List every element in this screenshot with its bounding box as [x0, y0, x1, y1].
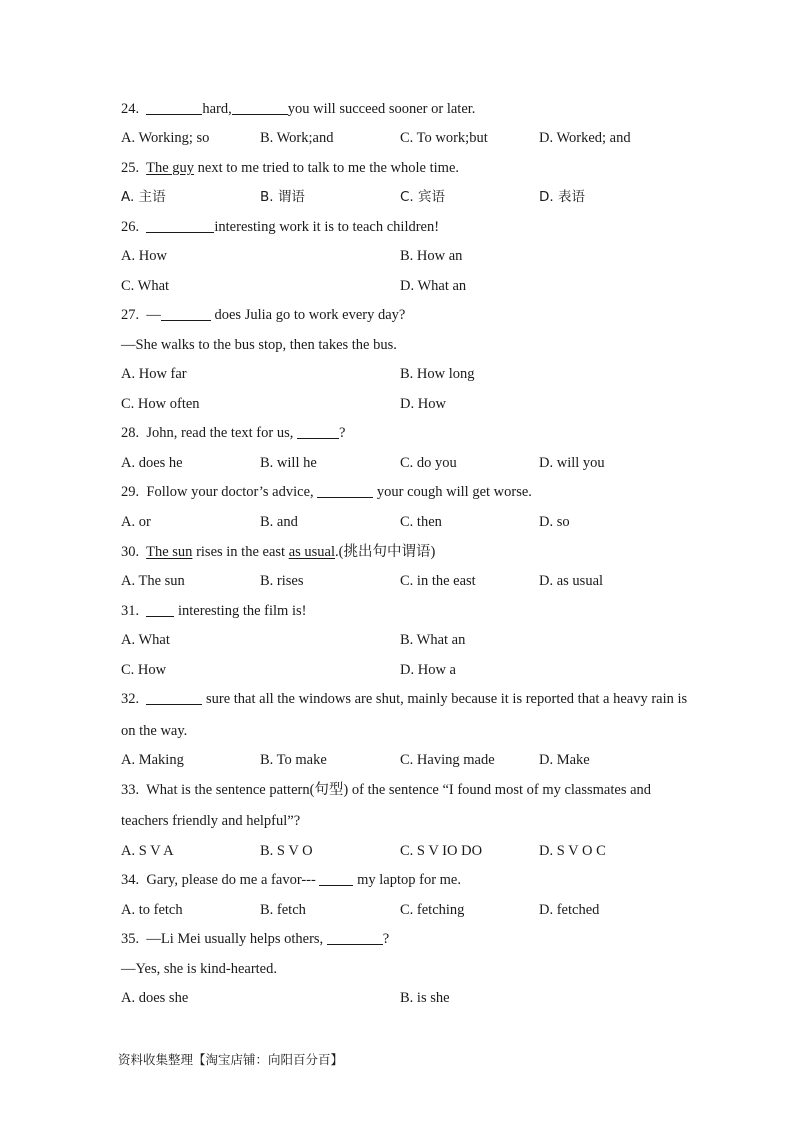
option-a: A. 主语: [121, 189, 166, 205]
option-b: B. will he: [260, 455, 317, 471]
option-c: C. To work;but: [400, 130, 488, 146]
option-d: D. 表语: [539, 189, 585, 205]
question-35: 35. —Li Mei usually helps others, ?: [121, 931, 390, 947]
question-26: 26. interesting work it is to teach children!: [121, 219, 440, 235]
answer-blank: [161, 306, 211, 321]
answer-blank: [327, 930, 383, 945]
answer-blank: [146, 100, 202, 115]
option-d: D. Worked; and: [539, 130, 631, 146]
question-25: 25. The guy next to me tried to talk to me the whole time.: [121, 160, 460, 176]
answer-blank: [319, 871, 353, 886]
question-32: 32. sure that all the windows are shut, mainly because it is reported that a heavy rain is: [121, 691, 688, 707]
option-b: B. and: [260, 514, 298, 530]
answer-blank: [146, 602, 174, 617]
option-b: B. is she: [400, 990, 450, 1006]
option-b: B. 谓语: [260, 189, 305, 205]
option-d: D. as usual: [539, 573, 604, 589]
option-c: C. then: [400, 514, 442, 530]
option-b: B. How long: [400, 366, 475, 382]
question-35-reply: —Yes, she is kind-hearted.: [121, 961, 277, 977]
option-c: C. What: [121, 278, 170, 294]
question-33: 33. What is the sentence pattern(句型) of the sentence “I found most of my classmates and: [121, 782, 652, 798]
option-d: D. S V O C: [539, 843, 606, 859]
option-a: A. How far: [121, 366, 187, 382]
option-c: C. do you: [400, 455, 457, 471]
option-c: C. Having made: [400, 752, 495, 768]
option-b: B. Work;and: [260, 130, 334, 146]
question-24: 24. hard, you will succeed sooner or later.: [121, 101, 476, 117]
question-31: 31. interesting the film is!: [121, 603, 307, 619]
option-c: C. How: [121, 662, 167, 678]
option-a: A. Working; so: [121, 130, 210, 146]
question-29: 29. Follow your doctor’s advice, your cough will get worse.: [121, 484, 532, 500]
option-b: B. S V O: [260, 843, 313, 859]
option-a: A. The sun: [121, 573, 185, 589]
option-d: D. How: [400, 396, 446, 412]
option-d: D. How a: [400, 662, 456, 678]
option-a: A. S V A: [121, 843, 174, 859]
option-d: D. will you: [539, 455, 605, 471]
answer-blank: [146, 218, 214, 233]
question-30: 30. The sun rises in the east as usual.(挑出句中谓语): [121, 544, 436, 560]
answer-blank: [297, 424, 339, 439]
question-27-reply: —She walks to the bus stop, then takes the bus.: [121, 337, 397, 353]
answer-blank: [232, 100, 288, 115]
option-a: A. Making: [121, 752, 184, 768]
option-a: A. to fetch: [121, 902, 183, 918]
option-a: A. What: [121, 632, 170, 648]
question-27: 27. — does Julia go to work every day?: [121, 307, 406, 323]
option-a: A. How: [121, 248, 167, 264]
option-d: D. What an: [400, 278, 467, 294]
question-28: 28. John, read the text for us, ?: [121, 425, 346, 441]
option-d: D. fetched: [539, 902, 600, 918]
option-b: B. How an: [400, 248, 463, 264]
answer-blank: [146, 690, 202, 705]
question-34: 34. Gary, please do me a favor--- my laptop for me.: [121, 872, 461, 888]
option-b: B. What an: [400, 632, 466, 648]
page-footer: 资料收集整理【淘宝店铺：向阳百分百】: [118, 1052, 344, 1067]
option-a: A. or: [121, 514, 151, 530]
option-b: B. rises: [260, 573, 304, 589]
answer-blank: [317, 483, 373, 498]
option-c: C. How often: [121, 396, 200, 412]
option-c: C. S V IO DO: [400, 843, 483, 859]
option-d: D. so: [539, 514, 570, 530]
option-c: C. 宾语: [400, 189, 446, 205]
question-33-continued: teachers friendly and helpful”?: [121, 813, 301, 829]
option-a: A. does she: [121, 990, 189, 1006]
option-a: A. does he: [121, 455, 183, 471]
option-b: B. To make: [260, 752, 327, 768]
option-b: B. fetch: [260, 902, 306, 918]
option-c: C. in the east: [400, 573, 476, 589]
option-d: D. Make: [539, 752, 590, 768]
option-c: C. fetching: [400, 902, 465, 918]
question-32-continued: on the way.: [121, 723, 188, 739]
